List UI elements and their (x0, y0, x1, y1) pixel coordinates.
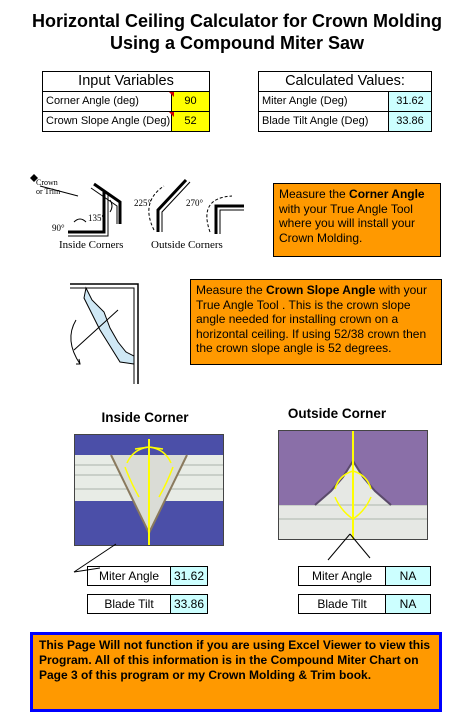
inside-miter-label: Miter Angle (88, 567, 171, 585)
outside-tilt-label: Blade Tilt (299, 595, 386, 613)
crown-slope-label: Crown Slope Angle (Deg) (43, 112, 172, 131)
page-title (0, 10, 474, 54)
outside-miter-label: Miter Angle (299, 567, 386, 585)
input-table-header: Input Variables (43, 72, 209, 92)
outside-tilt-result (298, 594, 431, 614)
corner-note-bold: Corner Angle (349, 187, 425, 201)
input-variables-table (42, 71, 210, 132)
corner-angle-input[interactable]: 90 (172, 92, 209, 111)
excel-viewer-warning: This Page Will not function if you are using Excel Viewer to view this Program. All of this information is in the Compound Miter Chart on Page 3 of this program or my Crown Molding & Trim book. (30, 632, 442, 712)
crown-slope-drawing (60, 280, 170, 390)
inside-tilt-result (87, 594, 208, 614)
inside-corner-heading: Inside Corner (101, 410, 189, 425)
corner-angle-note (273, 183, 441, 257)
crown-label: Crown (36, 178, 58, 187)
calculated-values-table (258, 71, 432, 132)
outside-corner-heading: Outside Corner (287, 406, 387, 421)
outside-corners-label: Outside Corners (151, 239, 223, 251)
blade-tilt-row (259, 112, 431, 131)
angle-135-label: 135° (88, 213, 106, 223)
outside-corner-image (279, 431, 427, 539)
slope-note-post: with your True Angle Tool . This is the crown slope angle needed for installing crown on a horizontal ceiling. If using 52/38 crown then the crown slope angle is 52 degrees. (196, 283, 427, 355)
slope-note-pre: Measure the (196, 283, 267, 297)
miter-angle-row (259, 92, 431, 112)
inside-tilt-label: Blade Tilt (88, 595, 171, 613)
outside-tilt-value: NA (386, 595, 430, 613)
calc-table-header: Calculated Values: (259, 72, 431, 92)
inside-miter-result (87, 566, 208, 586)
corner-angle-label: Corner Angle (deg) (43, 92, 172, 111)
corner-angle-row (43, 92, 209, 112)
angle-270-label: 270° (186, 198, 204, 208)
crown-slope-diagram (60, 280, 170, 390)
or-trim-label: or Trim (36, 187, 61, 196)
crown-slope-input[interactable]: 52 (172, 112, 209, 131)
inside-corners-label: Inside Corners (59, 239, 124, 251)
crown-or-trim-label (36, 178, 60, 196)
miter-angle-label: Miter Angle (Deg) (259, 92, 389, 111)
corner-diagram (28, 172, 248, 258)
outside-miter-result (298, 566, 431, 586)
slope-note-bold: Crown Slope Angle (266, 283, 376, 297)
crown-slope-row (43, 112, 209, 131)
blade-tilt-value: 33.86 (389, 112, 431, 131)
inside-corner-image (75, 435, 223, 545)
corner-note-pre: Measure the (279, 187, 350, 201)
inside-tilt-value: 33.86 (171, 595, 207, 613)
crown-slope-note (190, 279, 442, 365)
corner-note-post: with your True Angle Tool where you will install your Crown Molding. (279, 201, 416, 245)
inside-corner-photo (74, 434, 224, 546)
angle-225-label: 225° (134, 198, 152, 208)
inside-miter-value: 31.62 (171, 567, 207, 585)
title-line-1: Horizontal Ceiling Calculator for Crown Molding (32, 11, 442, 31)
outside-miter-value: NA (386, 567, 430, 585)
blade-tilt-label: Blade Tilt Angle (Deg) (259, 112, 389, 131)
angle-90-label: 90° (52, 223, 65, 233)
title-line-2: Using a Compound Miter Saw (109, 33, 364, 53)
miter-angle-value: 31.62 (389, 92, 431, 111)
